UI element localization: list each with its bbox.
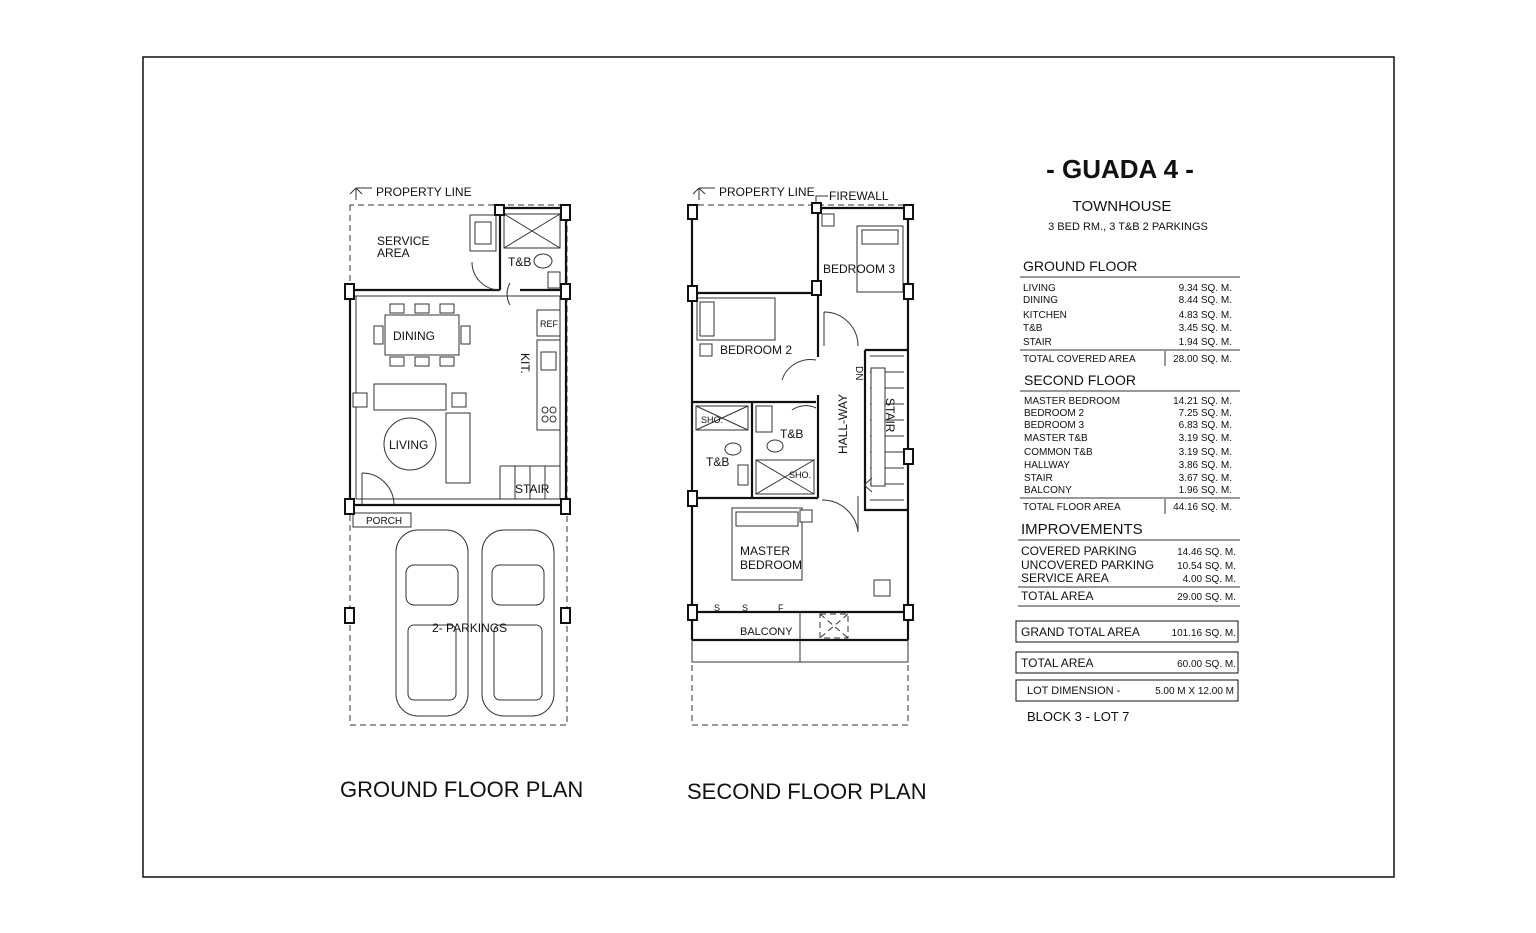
- sf-firewall-label: FIREWALL: [829, 189, 889, 203]
- sched-ground-total-label: TOTAL COVERED AREA: [1023, 354, 1136, 365]
- gf-kitchen-label: KIT.: [518, 353, 532, 374]
- sf-sho2-label: SHO.: [789, 470, 812, 480]
- gf-porch-label: PORCH: [366, 516, 403, 527]
- sched-row-label: MASTER BEDROOM: [1024, 396, 1121, 407]
- sf-balcony-label: BALCONY: [740, 626, 793, 638]
- sched-row-label: DINING: [1023, 295, 1058, 306]
- sched-row-label: BEDROOM 3: [1024, 420, 1085, 431]
- schedule-improvements: [1018, 521, 1240, 606]
- lot-dimension-value: 5.00 M X 12.00 M: [1155, 686, 1234, 697]
- project-subtitle: TOWNHOUSE: [1072, 198, 1172, 215]
- sf-master-label-1: MASTER: [740, 544, 791, 558]
- sf-sho1-label: SHO.: [701, 415, 724, 425]
- title-block: [1046, 154, 1208, 233]
- sf-bedroom3-label: BEDROOM 3: [823, 262, 896, 276]
- sf-stair-label: STAIR: [883, 398, 897, 433]
- sched-improvements-heading: IMPROVEMENTS: [1021, 521, 1143, 538]
- sched-row-value: 14.46 SQ. M.: [1177, 547, 1236, 558]
- sched-row-value: 6.83 SQ. M.: [1178, 420, 1232, 431]
- sched-row-value: 4.00 SQ. M.: [1182, 574, 1236, 585]
- schedule-ground: [1020, 258, 1240, 366]
- sched-row-value: 1.94 SQ. M.: [1178, 337, 1232, 348]
- total-area-label: TOTAL AREA: [1021, 656, 1094, 670]
- sched-row-label: COMMON T&B: [1024, 447, 1093, 458]
- gf-service-area-label: SERVICE: [377, 234, 430, 248]
- ground-floor-plan: [340, 185, 583, 802]
- sched-row-value: 3.45 SQ. M.: [1178, 323, 1232, 334]
- gf-plan-caption: GROUND FLOOR PLAN: [340, 777, 584, 802]
- schedule-totals: [1016, 621, 1238, 724]
- sched-row-label: UNCOVERED PARKING: [1021, 558, 1155, 572]
- gf-tb-label: T&B: [508, 255, 532, 269]
- sched-improvements-total-value: 29.00 SQ. M.: [1177, 592, 1236, 603]
- sf-s2-label: S: [742, 603, 749, 613]
- sf-master-label-2: BEDROOM: [740, 558, 803, 572]
- sched-row-value: 3.19 SQ. M.: [1178, 433, 1232, 444]
- sf-bedroom2-label: BEDROOM 2: [720, 343, 793, 357]
- sched-row-label: KITCHEN: [1023, 310, 1067, 321]
- sf-plan-caption: SECOND FLOOR PLAN: [687, 779, 927, 804]
- gf-living-label: LIVING: [389, 438, 429, 452]
- sched-row-label: STAIR: [1023, 337, 1052, 348]
- project-description: 3 BED RM., 3 T&B 2 PARKINGS: [1048, 221, 1208, 233]
- sched-row-value: 4.83 SQ. M.: [1178, 310, 1232, 321]
- sched-row-value: 3.19 SQ. M.: [1178, 447, 1232, 458]
- sched-second-total-value: 44.16 SQ. M.: [1173, 502, 1232, 513]
- sf-s1-label: S: [714, 603, 721, 613]
- sf-hallway-label: HALL-WAY: [836, 393, 850, 454]
- sched-second-total-label: TOTAL FLOOR AREA: [1023, 502, 1121, 513]
- sf-tb1-label: T&B: [706, 455, 730, 469]
- sched-row-label: SERVICE AREA: [1021, 571, 1109, 585]
- sched-row-value: 3.86 SQ. M.: [1178, 460, 1232, 471]
- sched-row-label: COVERED PARKING: [1021, 544, 1137, 558]
- sched-row-label: T&B: [1023, 323, 1043, 334]
- gf-ref-label: REF: [540, 319, 558, 329]
- project-title: - GUADA 4 -: [1046, 154, 1194, 184]
- sched-row-label: LIVING: [1023, 283, 1056, 294]
- sf-tb2-label: T&B: [780, 427, 804, 441]
- sched-row-value: 3.67 SQ. M.: [1178, 473, 1232, 484]
- sched-row-label: BALCONY: [1024, 485, 1072, 496]
- gf-parking-label: 2- PARKINGS: [432, 621, 508, 635]
- sf-property-line-label: PROPERTY LINE: [719, 185, 815, 199]
- sched-row-value: 1.96 SQ. M.: [1178, 485, 1232, 496]
- sched-row-label: BEDROOM 2: [1024, 408, 1085, 419]
- sched-row-value: 9.34 SQ. M.: [1178, 283, 1232, 294]
- schedule-second: [1020, 372, 1240, 514]
- gf-property-line-label: PROPERTY LINE: [376, 185, 472, 199]
- sched-second-heading: SECOND FLOOR: [1024, 372, 1137, 388]
- sched-row-value: 8.44 SQ. M.: [1178, 295, 1232, 306]
- gf-dining-label: DINING: [393, 329, 435, 343]
- sf-dn-label: DN: [853, 366, 864, 381]
- gf-service-area-label-2: AREA: [377, 246, 410, 260]
- block-lot: BLOCK 3 - LOT 7: [1027, 709, 1130, 724]
- sched-improvements-total-label: TOTAL AREA: [1021, 589, 1094, 603]
- total-area-value: 60.00 SQ. M.: [1177, 659, 1236, 670]
- second-floor-plan: [687, 185, 927, 804]
- sched-row-label: MASTER T&B: [1024, 433, 1088, 444]
- gf-stair-label: STAIR: [515, 482, 550, 496]
- sched-row-value: 7.25 SQ. M.: [1178, 408, 1232, 419]
- sched-row-value: 14.21 SQ. M.: [1173, 396, 1232, 407]
- lot-dimension-label: LOT DIMENSION -: [1027, 685, 1121, 697]
- sched-row-label: STAIR: [1024, 473, 1053, 484]
- grand-total-value: 101.16 SQ. M.: [1171, 628, 1236, 639]
- sched-row-label: HALLWAY: [1024, 460, 1070, 471]
- grand-total-label: GRAND TOTAL AREA: [1021, 625, 1140, 639]
- sched-ground-heading: GROUND FLOOR: [1023, 258, 1138, 274]
- sched-row-value: 10.54 SQ. M.: [1177, 561, 1236, 572]
- sched-ground-total-value: 28.00 SQ. M.: [1173, 354, 1232, 365]
- sf-f-label: F: [778, 603, 784, 613]
